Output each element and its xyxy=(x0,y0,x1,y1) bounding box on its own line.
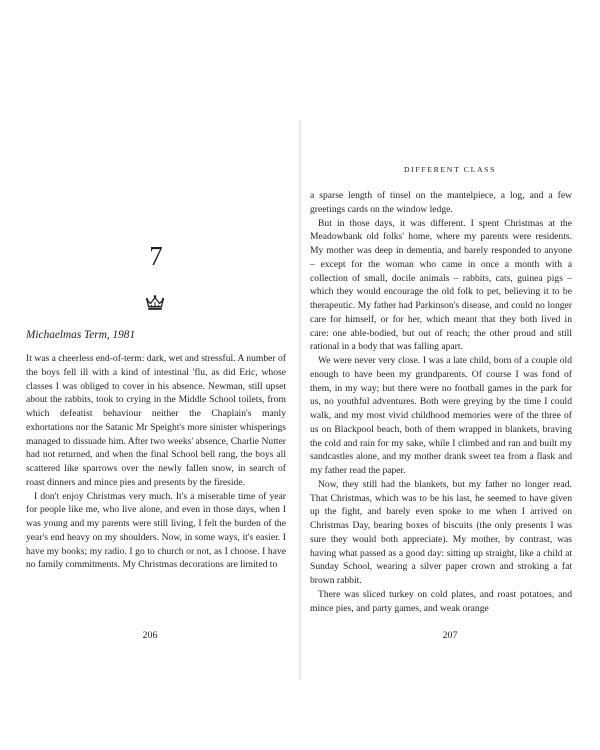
paragraph: a sparse length of tinsel on the mantelpiece, a log, and a few greetings cards on the window ledge. xyxy=(310,190,572,215)
running-head: DIFFERENT CLASS xyxy=(403,165,497,174)
paragraph: There was sliced turkey on cold plates, and roast potatoes, and mince pies, and party games, and weak orange xyxy=(310,588,572,614)
paragraph: It was a cheerless end-of-term: dark, wet and stressful. A number of the boys fell ill with a kind of intestinal 'flu, as did Eric, whose classes I was obliged to cover in his absence. Newman, still upset about the rabbits, took to crying in the Middle School toilets, from which defeatist behaviour neither the Chaplain's manly exhortations nor the Satanic Mr Speight's more sinister whisperings managed to dissuade him. After two weeks' absence, Charlie Nutter had not returned, and when the final School bell rang, the boys all scattered like sparrows over the newly fallen snow, in search of roast dinners and mince pies and presents by the fireside. xyxy=(26,353,286,488)
chapter-number: 7 xyxy=(149,241,163,271)
right-page-body xyxy=(310,189,572,615)
section-heading: Michaelmas Term, 1981 xyxy=(26,329,136,341)
crown-icon xyxy=(145,294,165,311)
page-number: 207 xyxy=(442,630,458,641)
paragraph: We were never very close. I was a late child, born of a couple old enough to have been my grandparents. Of course I was fond of them, in my way; but there were no football games in the park for us, no youthful adventures. Both were greying by the time I could walk, and my most vivid childhood memories were of the three of us on Blackpool beach, both of them wrapped in blankets, braving the cold and rain for my sake, while I climbed and ran and built my sandcastles alone, and my mother drank sweet tea from a flask and my father read the paper. xyxy=(310,355,572,476)
left-page-body xyxy=(26,352,286,572)
paragraph: But in those days, it was different. I spent Christmas at the Meadowbank old folks' home, where my parents were residents. My mother was deep in dementia, and barely responded to anyone – except for the woman who came in once a month with a collection of small, docile animals – rabbits, cats, guinea pigs – which they would encourage the old folk to pet, believing it to be therapeutic. My father had Parkinson's disease, and could no longer care for himself, or for her, which meant that they both lived in care: one able-bodied, but out of reach; the other proud and still rational in a body that was falling apart. xyxy=(310,217,572,353)
paragraph: I don't enjoy Christmas very much. It's a miserable time of year for people like me, who live alone, and even in those days, when I was young and my parents were still living, I felt the burden of the year's end heavy on my shoulders. Now, in some ways, it's easier. I have my books; my radio. I go to church or not, as I choose. I have no family commitments. My Christmas decorations are limited to xyxy=(26,490,286,571)
book-gutter xyxy=(297,120,303,680)
page-number: 206 xyxy=(142,630,158,641)
paragraph: Now, they still had the blankets, but my father no longer read. That Christmas, which was to be his last, he seemed to have given up the fight, and barely even spoke to me when I arrived on Christmas Day, bearing boxes of biscuits (the only presents I was sure they would both appreciate). My mother, by contrast, was having what passed as a good day: sitting up straight, like a child at Sunday School, wearing a silver paper crown and stroking a fat brown rabbit. xyxy=(310,478,572,586)
